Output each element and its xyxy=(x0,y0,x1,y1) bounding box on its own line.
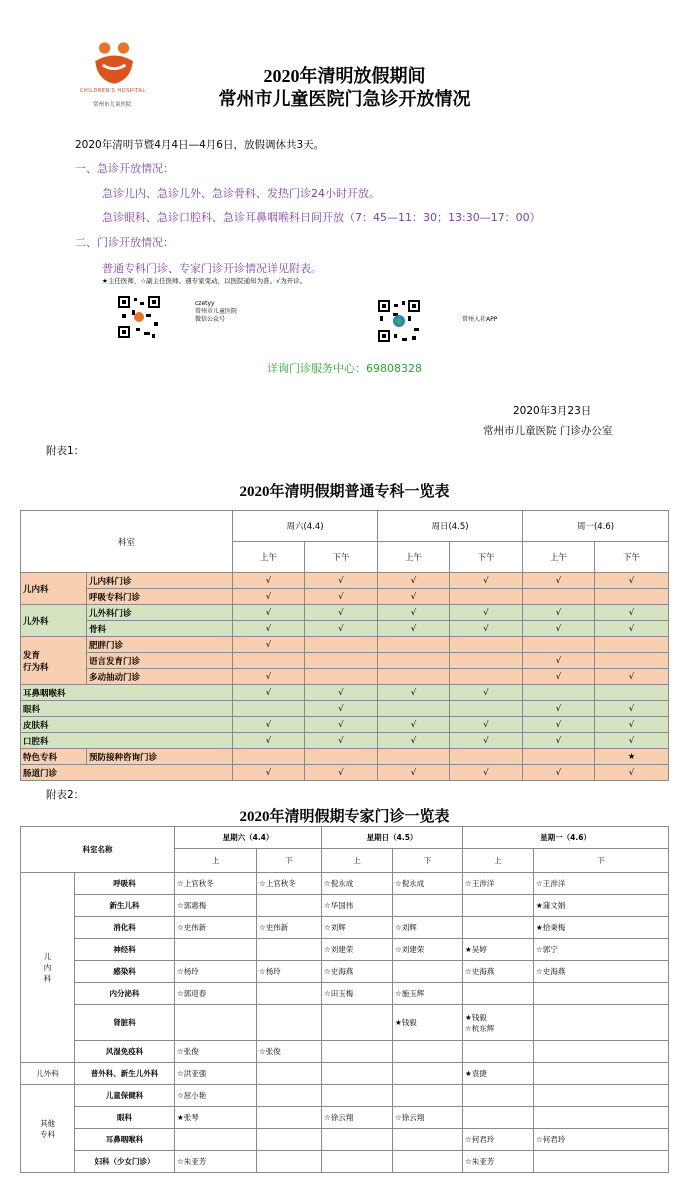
cell xyxy=(305,653,378,669)
cell: ☆史伟新 xyxy=(257,917,322,939)
cell: √ xyxy=(378,605,450,621)
cell xyxy=(322,1151,393,1173)
cell xyxy=(378,749,450,765)
cell xyxy=(305,669,378,685)
cell xyxy=(257,1005,322,1041)
clinic-name: 多动抽动门诊 xyxy=(87,669,233,685)
dept-name: 新生儿科 xyxy=(75,895,175,917)
cell: ☆徐云翔 xyxy=(393,1107,463,1129)
cell xyxy=(257,895,322,917)
cell: √ xyxy=(523,701,595,717)
cell: ☆史海燕 xyxy=(534,961,669,983)
cell: ☆上官秋冬 xyxy=(257,873,322,895)
table-row xyxy=(21,1063,669,1085)
cell xyxy=(534,1005,669,1041)
cell: √ xyxy=(233,573,305,589)
cell: ★袁捷 xyxy=(463,1063,534,1085)
cell xyxy=(523,749,595,765)
table-row xyxy=(21,895,669,917)
cell: √ xyxy=(233,765,305,781)
cell: ☆田玉梅 xyxy=(322,983,393,1005)
cell xyxy=(175,1005,257,1041)
cell xyxy=(393,961,463,983)
cell: √ xyxy=(233,717,305,733)
cell: ★钱毅 xyxy=(393,1005,463,1041)
table-row xyxy=(21,621,669,637)
cell xyxy=(463,1107,534,1129)
cell: √ xyxy=(450,717,523,733)
cell xyxy=(534,1107,669,1129)
table-row xyxy=(21,749,669,765)
logo-text-cn: 常州市儿童医院 xyxy=(93,102,132,108)
cell xyxy=(463,1085,534,1107)
cell: ★吴婷 xyxy=(463,939,534,961)
am-header: 上午 xyxy=(523,542,595,573)
table-row xyxy=(21,589,669,605)
dept-name: 风湿免疫科 xyxy=(75,1041,175,1063)
cell: √ xyxy=(378,573,450,589)
logo-text-en: CHILDREN'S HOSPITAL xyxy=(80,88,146,94)
cell: ☆朱亚芳 xyxy=(463,1151,534,1173)
cell: ★蒲文娟 xyxy=(534,895,669,917)
cell xyxy=(257,1063,322,1085)
table-row xyxy=(21,961,669,983)
cell: ☆倪永成 xyxy=(393,873,463,895)
table-row xyxy=(21,1107,669,1129)
group-label: 其他 专科 xyxy=(21,1085,75,1173)
cell: ☆张俊 xyxy=(257,1041,322,1063)
cell xyxy=(595,637,669,653)
hotline-text: 详询门诊服务中心：69808328 xyxy=(267,362,422,375)
hrss-app-qr-code xyxy=(376,298,422,344)
cell: ☆刘辉 xyxy=(393,917,463,939)
cell xyxy=(322,1085,393,1107)
cell: √ xyxy=(378,589,450,605)
clinic-name: 肥胖门诊 xyxy=(87,637,233,653)
page-subtitle: 常州市儿童医院门急诊开放情况 xyxy=(218,89,471,109)
cell: ☆郭宁 xyxy=(534,939,669,961)
cell: √ xyxy=(595,573,669,589)
cell: √ xyxy=(523,717,595,733)
cell xyxy=(322,1005,393,1041)
cell: ☆上官秋冬 xyxy=(175,873,257,895)
table-row xyxy=(21,717,669,733)
cell: √ xyxy=(523,733,595,749)
cell xyxy=(463,917,534,939)
cell: ☆杨玲 xyxy=(175,961,257,983)
cell: ☆华国伟 xyxy=(322,895,393,917)
section1-item-2: 急诊眼科、急诊口腔科、急诊耳鼻咽喉科日间开放（7：45—11：30；13:30—17：00） xyxy=(102,211,541,224)
cell xyxy=(393,1151,463,1173)
issuing-office: 常州市儿童医院 门诊办公室 xyxy=(483,425,613,437)
legend-note: ★主任医师，☆副主任医师。遇专家变动，以医院通知为准。√为开诊。 xyxy=(102,277,307,285)
cell: ☆屈小艳 xyxy=(175,1085,257,1107)
table-row xyxy=(21,983,669,1005)
wechat-desc: 微信公众号 xyxy=(195,316,226,323)
cell xyxy=(257,1107,322,1129)
cell: ☆刘建荣 xyxy=(393,939,463,961)
issue-date: 2020年3月23日 xyxy=(513,405,592,417)
group-label: 儿外科 xyxy=(21,605,87,637)
wechat-qr-label xyxy=(195,300,237,324)
cell: ☆王涉洋 xyxy=(534,873,669,895)
dept-name: 感染科 xyxy=(75,961,175,983)
dept-name: 内分泌科 xyxy=(75,983,175,1005)
table-row xyxy=(21,1151,669,1173)
section1-heading: 一、急诊开放情况： xyxy=(75,162,174,175)
table-row xyxy=(21,733,669,749)
cell: ☆刘建荣 xyxy=(322,939,393,961)
cell: √ xyxy=(523,669,595,685)
cell: √ xyxy=(595,717,669,733)
dept-name: 耳鼻咽喉科 xyxy=(75,1129,175,1151)
cell: √ xyxy=(595,733,669,749)
cell: ☆徐云翔 xyxy=(322,1107,393,1129)
cell xyxy=(523,589,595,605)
clinic-name: 骨科 xyxy=(87,621,233,637)
cell xyxy=(393,1063,463,1085)
table-row xyxy=(21,637,669,653)
cell xyxy=(463,1041,534,1063)
cell xyxy=(523,637,595,653)
cell xyxy=(534,1085,669,1107)
clinic-name: 皮肤科 xyxy=(21,717,233,733)
dept-name: 消化科 xyxy=(75,917,175,939)
cell: √ xyxy=(233,637,305,653)
cell: √ xyxy=(378,717,450,733)
cell: √ xyxy=(378,765,450,781)
group-label: 特色专科 xyxy=(21,749,87,765)
cell xyxy=(450,701,523,717)
cell xyxy=(322,1041,393,1063)
specialist-clinic-table xyxy=(20,826,669,1173)
cell: ★张琴 xyxy=(175,1107,257,1129)
table-row xyxy=(21,701,669,717)
hrss-app-label: 常州人社APP xyxy=(462,316,498,323)
cell: ☆刘辉 xyxy=(322,917,393,939)
am-header: 上 xyxy=(175,849,257,873)
cell xyxy=(175,939,257,961)
cell xyxy=(523,685,595,701)
table-row xyxy=(21,765,669,781)
cell xyxy=(378,653,450,669)
cell: ☆郭惠梅 xyxy=(175,895,257,917)
group-label: 发育 行为科 xyxy=(21,637,87,685)
cell: ☆何君玲 xyxy=(463,1129,534,1151)
table-row xyxy=(21,873,669,895)
table-row xyxy=(21,1085,669,1107)
dept-name: 神经科 xyxy=(75,939,175,961)
wechat-qr-code xyxy=(116,294,162,340)
table-row xyxy=(21,939,669,961)
cell: √ xyxy=(523,621,595,637)
cell xyxy=(233,749,305,765)
day-header-sat: 周六(4.4) xyxy=(233,511,378,542)
section2-item: 普通专科门诊、专家门诊开诊情况详见附表。 xyxy=(102,262,322,275)
cell xyxy=(322,1063,393,1085)
cell xyxy=(463,895,534,917)
cell: ★钱毅 ☆杭东辉 xyxy=(463,1005,534,1041)
cell: √ xyxy=(378,621,450,637)
cell xyxy=(305,637,378,653)
cell xyxy=(534,1063,669,1085)
clinic-name: 呼吸专科门诊 xyxy=(87,589,233,605)
table2-title: 2020年清明假期专家门诊一览表 xyxy=(239,809,450,825)
dept-header: 科室名称 xyxy=(21,827,175,873)
am-header: 上午 xyxy=(378,542,450,573)
cell: √ xyxy=(523,573,595,589)
attachment-2-label: 附表2： xyxy=(46,789,85,801)
cell: ☆史海燕 xyxy=(463,961,534,983)
clinic-name: 口腔科 xyxy=(21,733,233,749)
cell: √ xyxy=(523,765,595,781)
cell xyxy=(450,653,523,669)
clinic-name: 预防接种咨询门诊 xyxy=(87,749,233,765)
cell: √ xyxy=(523,653,595,669)
cell: √ xyxy=(233,589,305,605)
day-header-sat: 星期六（4.4） xyxy=(175,827,322,849)
cell: ☆郭迎春 xyxy=(175,983,257,1005)
day-header-sun: 星期日（4.5） xyxy=(322,827,463,849)
cell: √ xyxy=(305,733,378,749)
cell xyxy=(450,749,523,765)
wechat-id: czetyy xyxy=(195,300,215,307)
attachment-1-label: 附表1： xyxy=(46,445,85,457)
day-header-mon: 星期一（4.6） xyxy=(463,827,669,849)
pm-header: 下 xyxy=(257,849,322,873)
cell: √ xyxy=(450,573,523,589)
cell xyxy=(305,749,378,765)
group-label: 儿 内 科 xyxy=(21,873,75,1063)
cell xyxy=(322,1129,393,1151)
cell: ★ xyxy=(595,749,669,765)
day-header-sun: 周日(4.5) xyxy=(378,511,523,542)
cell: √ xyxy=(595,605,669,621)
cell: √ xyxy=(378,685,450,701)
day-header-mon: 周一(4.6) xyxy=(523,511,669,542)
cell: √ xyxy=(305,589,378,605)
cell xyxy=(378,637,450,653)
cell: √ xyxy=(450,621,523,637)
cell xyxy=(393,1041,463,1063)
clinic-name: 儿外科门诊 xyxy=(87,605,233,621)
cell xyxy=(393,1085,463,1107)
am-header: 上 xyxy=(322,849,393,873)
cell xyxy=(233,701,305,717)
pm-header: 下 xyxy=(534,849,669,873)
cell xyxy=(595,653,669,669)
cell xyxy=(257,939,322,961)
table1-title: 2020年清明假期普通专科一览表 xyxy=(239,484,450,500)
cell: √ xyxy=(305,701,378,717)
cell: ☆史伟新 xyxy=(175,917,257,939)
cell: ☆洪亚强 xyxy=(175,1063,257,1085)
cell xyxy=(393,1129,463,1151)
cell xyxy=(257,1151,322,1173)
clinic-name: 肠道门诊 xyxy=(21,765,233,781)
am-header: 上 xyxy=(463,849,534,873)
cell: √ xyxy=(233,733,305,749)
cell xyxy=(257,1129,322,1151)
clinic-name: 语言发育门诊 xyxy=(87,653,233,669)
cell: ★拾秉梅 xyxy=(534,917,669,939)
table-row xyxy=(21,685,669,701)
pm-header: 下午 xyxy=(305,542,378,573)
dept-name: 儿童保健科 xyxy=(75,1085,175,1107)
dept-name: 妇科（少女门诊） xyxy=(75,1151,175,1173)
section1-item-1: 急诊儿内、急诊儿外、急诊骨科、发热门诊24小时开放。 xyxy=(102,187,380,200)
cell xyxy=(450,589,523,605)
cell: ☆施玉辉 xyxy=(393,983,463,1005)
cell: √ xyxy=(595,669,669,685)
table-row xyxy=(21,669,669,685)
wechat-name: 常州市儿童医院 xyxy=(195,308,238,315)
dept-header: 科室 xyxy=(21,511,233,573)
table-row xyxy=(21,605,669,621)
cell xyxy=(378,701,450,717)
pm-header: 下 xyxy=(393,849,463,873)
cell xyxy=(257,983,322,1005)
dept-name: 普外科、新生儿外科 xyxy=(75,1063,175,1085)
cell: ☆杨玲 xyxy=(257,961,322,983)
intro-text: 2020年清明节暨4月4日—4月6日，放假调休共3天。 xyxy=(75,139,325,151)
cell: √ xyxy=(595,701,669,717)
dept-name: 肾脏科 xyxy=(75,1005,175,1041)
cell: √ xyxy=(305,717,378,733)
cell xyxy=(257,1085,322,1107)
general-clinic-table xyxy=(20,510,669,781)
group-label: 儿外科 xyxy=(21,1063,75,1085)
cell xyxy=(175,1129,257,1151)
dept-name: 眼科 xyxy=(75,1107,175,1129)
clinic-name: 儿内科门诊 xyxy=(87,573,233,589)
table-row xyxy=(21,1129,669,1151)
cell: √ xyxy=(233,685,305,701)
cell xyxy=(450,669,523,685)
am-header: 上午 xyxy=(233,542,305,573)
pm-header: 下午 xyxy=(595,542,669,573)
table-row xyxy=(21,917,669,939)
cell xyxy=(534,1041,669,1063)
dept-name: 呼吸科 xyxy=(75,873,175,895)
cell xyxy=(534,983,669,1005)
cell xyxy=(233,653,305,669)
cell: √ xyxy=(305,621,378,637)
cell: ☆史海燕 xyxy=(322,961,393,983)
cell: √ xyxy=(523,605,595,621)
cell: √ xyxy=(305,605,378,621)
cell xyxy=(450,637,523,653)
page-title: 2020年清明放假期间 xyxy=(263,66,426,86)
cell: √ xyxy=(595,621,669,637)
cell: √ xyxy=(450,733,523,749)
cell xyxy=(534,1151,669,1173)
cell: ☆何君玲 xyxy=(534,1129,669,1151)
cell: √ xyxy=(233,621,305,637)
table-row xyxy=(21,1005,669,1041)
cell: √ xyxy=(305,685,378,701)
group-label: 儿内科 xyxy=(21,573,87,605)
cell: √ xyxy=(233,605,305,621)
cell xyxy=(378,669,450,685)
cell: √ xyxy=(450,605,523,621)
cell xyxy=(595,589,669,605)
cell: ☆倪永成 xyxy=(322,873,393,895)
clinic-name: 眼科 xyxy=(21,701,233,717)
cell xyxy=(463,983,534,1005)
table-row xyxy=(21,653,669,669)
pm-header: 下午 xyxy=(450,542,523,573)
cell: √ xyxy=(378,733,450,749)
cell: ☆朱亚芳 xyxy=(175,1151,257,1173)
table-row xyxy=(21,573,669,589)
section2-heading: 二、门诊开放情况： xyxy=(75,236,174,249)
cell: √ xyxy=(595,765,669,781)
cell: √ xyxy=(450,685,523,701)
cell: √ xyxy=(305,573,378,589)
cell: √ xyxy=(450,765,523,781)
cell: √ xyxy=(233,669,305,685)
cell xyxy=(393,895,463,917)
table-row xyxy=(21,1041,669,1063)
cell: ☆张俊 xyxy=(175,1041,257,1063)
clinic-name: 耳鼻咽喉科 xyxy=(21,685,233,701)
cell: ☆王涉洋 xyxy=(463,873,534,895)
cell xyxy=(595,685,669,701)
cell: √ xyxy=(305,765,378,781)
